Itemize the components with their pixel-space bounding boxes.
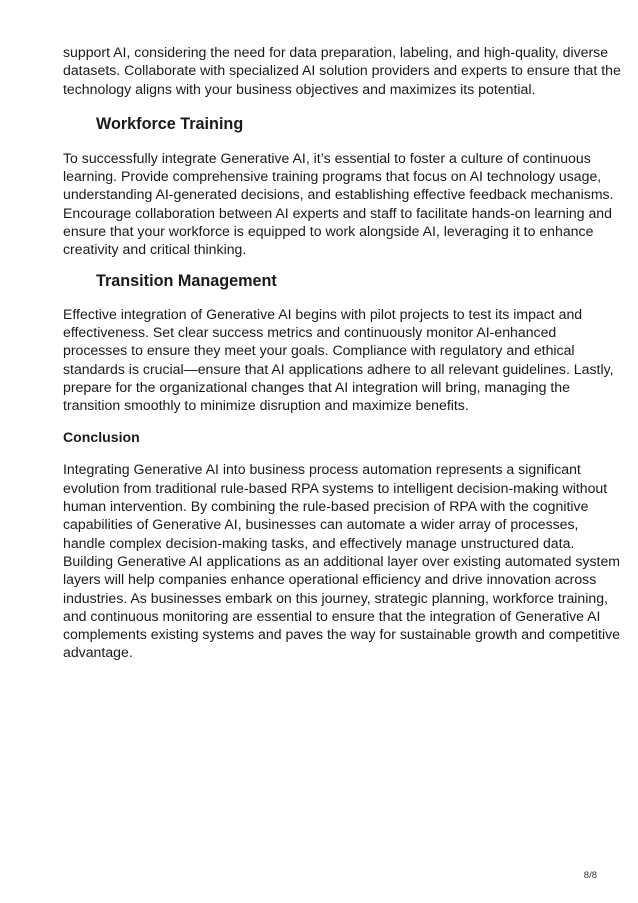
transition-line-4: standards is crucial—ensure that AI applications adhere to all relevant guidelines. Lastly, — [63, 360, 614, 377]
conclusion-line-6: Building Generative AI applications as an additional layer over existing automated system — [63, 552, 621, 569]
page-number: 8/8 — [583, 870, 597, 881]
conclusion-line-8: industries. As businesses embark on this journey, strategic planning, workforce training, — [63, 589, 608, 606]
transition-line-1: Effective integration of Generative AI begins with pilot projects to test its impact and — [63, 305, 583, 322]
transition-line-6: transition smoothly to minimize disruption and maximize benefits. — [63, 397, 469, 414]
workforce-line-4: Encourage collaboration between AI experts and staff to facilitate hands-on learning and — [63, 204, 612, 221]
conclusion-line-7: layers will help companies enhance operational efficiency and drive innovation across — [63, 571, 597, 588]
conclusion-line-9: and continuous monitoring are essential to ensure that the integration of Generative AI — [63, 607, 601, 624]
workforce-line-3: understanding AI-generated decisions, and establishing effective feedback mechanisms. — [63, 186, 614, 203]
conclusion-line-1: Integrating Generative AI into business process automation represents a significant — [63, 461, 581, 478]
conclusion-line-5: handle complex decision-making tasks, and effectively manage unstructured data. — [63, 534, 575, 551]
conclusion-line-4: capabilities of Generative AI, businesses can automate a wider array of processes, — [63, 516, 579, 533]
document-page — [63, 38, 621, 662]
transition-line-3: processes to ensure they meet your goals. Compliance with regulatory and ethical — [63, 342, 575, 359]
conclusion-line-11: advantage. — [63, 644, 133, 661]
conclusion-heading: Conclusion — [63, 429, 140, 446]
transition-line-5: prepare for the organizational changes that AI integration will bring, managing the — [63, 378, 570, 395]
workforce-line-1: To successfully integrate Generative AI, it’s essential to foster a culture of continuous — [63, 149, 591, 166]
conclusion-line-10: complements existing systems and paves the way for sustainable growth and competitive — [63, 626, 620, 643]
conclusion-paragraph — [63, 460, 621, 661]
transition-management-heading: Transition Management — [96, 271, 277, 290]
workforce-training-paragraph — [63, 149, 614, 259]
intro-line-2: datasets. Collaborate with specialized AI solution providers and experts to ensure that the — [63, 62, 621, 79]
intro-line-3: technology aligns with your business objectives and maximizes its potential. — [63, 80, 536, 97]
workforce-line-2: learning. Provide comprehensive training programs that focus on AI technology usage, — [63, 168, 602, 185]
workforce-line-6: creativity and critical thinking. — [63, 241, 247, 258]
conclusion-line-3: human intervention. By combining the rule-based precision of RPA with the cognitive — [63, 498, 589, 515]
intro-paragraph — [63, 43, 621, 98]
transition-line-2: effectiveness. Set clear success metrics and continuously monitor AI-enhanced — [63, 323, 557, 340]
workforce-training-heading: Workforce Training — [96, 114, 244, 133]
conclusion-line-2: evolution from traditional rule-based RPA systems to intelligent decision-making without — [63, 479, 608, 496]
transition-management-paragraph — [63, 305, 614, 415]
workforce-line-5: ensure that your workforce is equipped to work alongside AI, leveraging it to enhance — [63, 223, 594, 240]
intro-line-1: support AI, considering the need for data preparation, labeling, and high-quality, diverse — [63, 44, 609, 60]
